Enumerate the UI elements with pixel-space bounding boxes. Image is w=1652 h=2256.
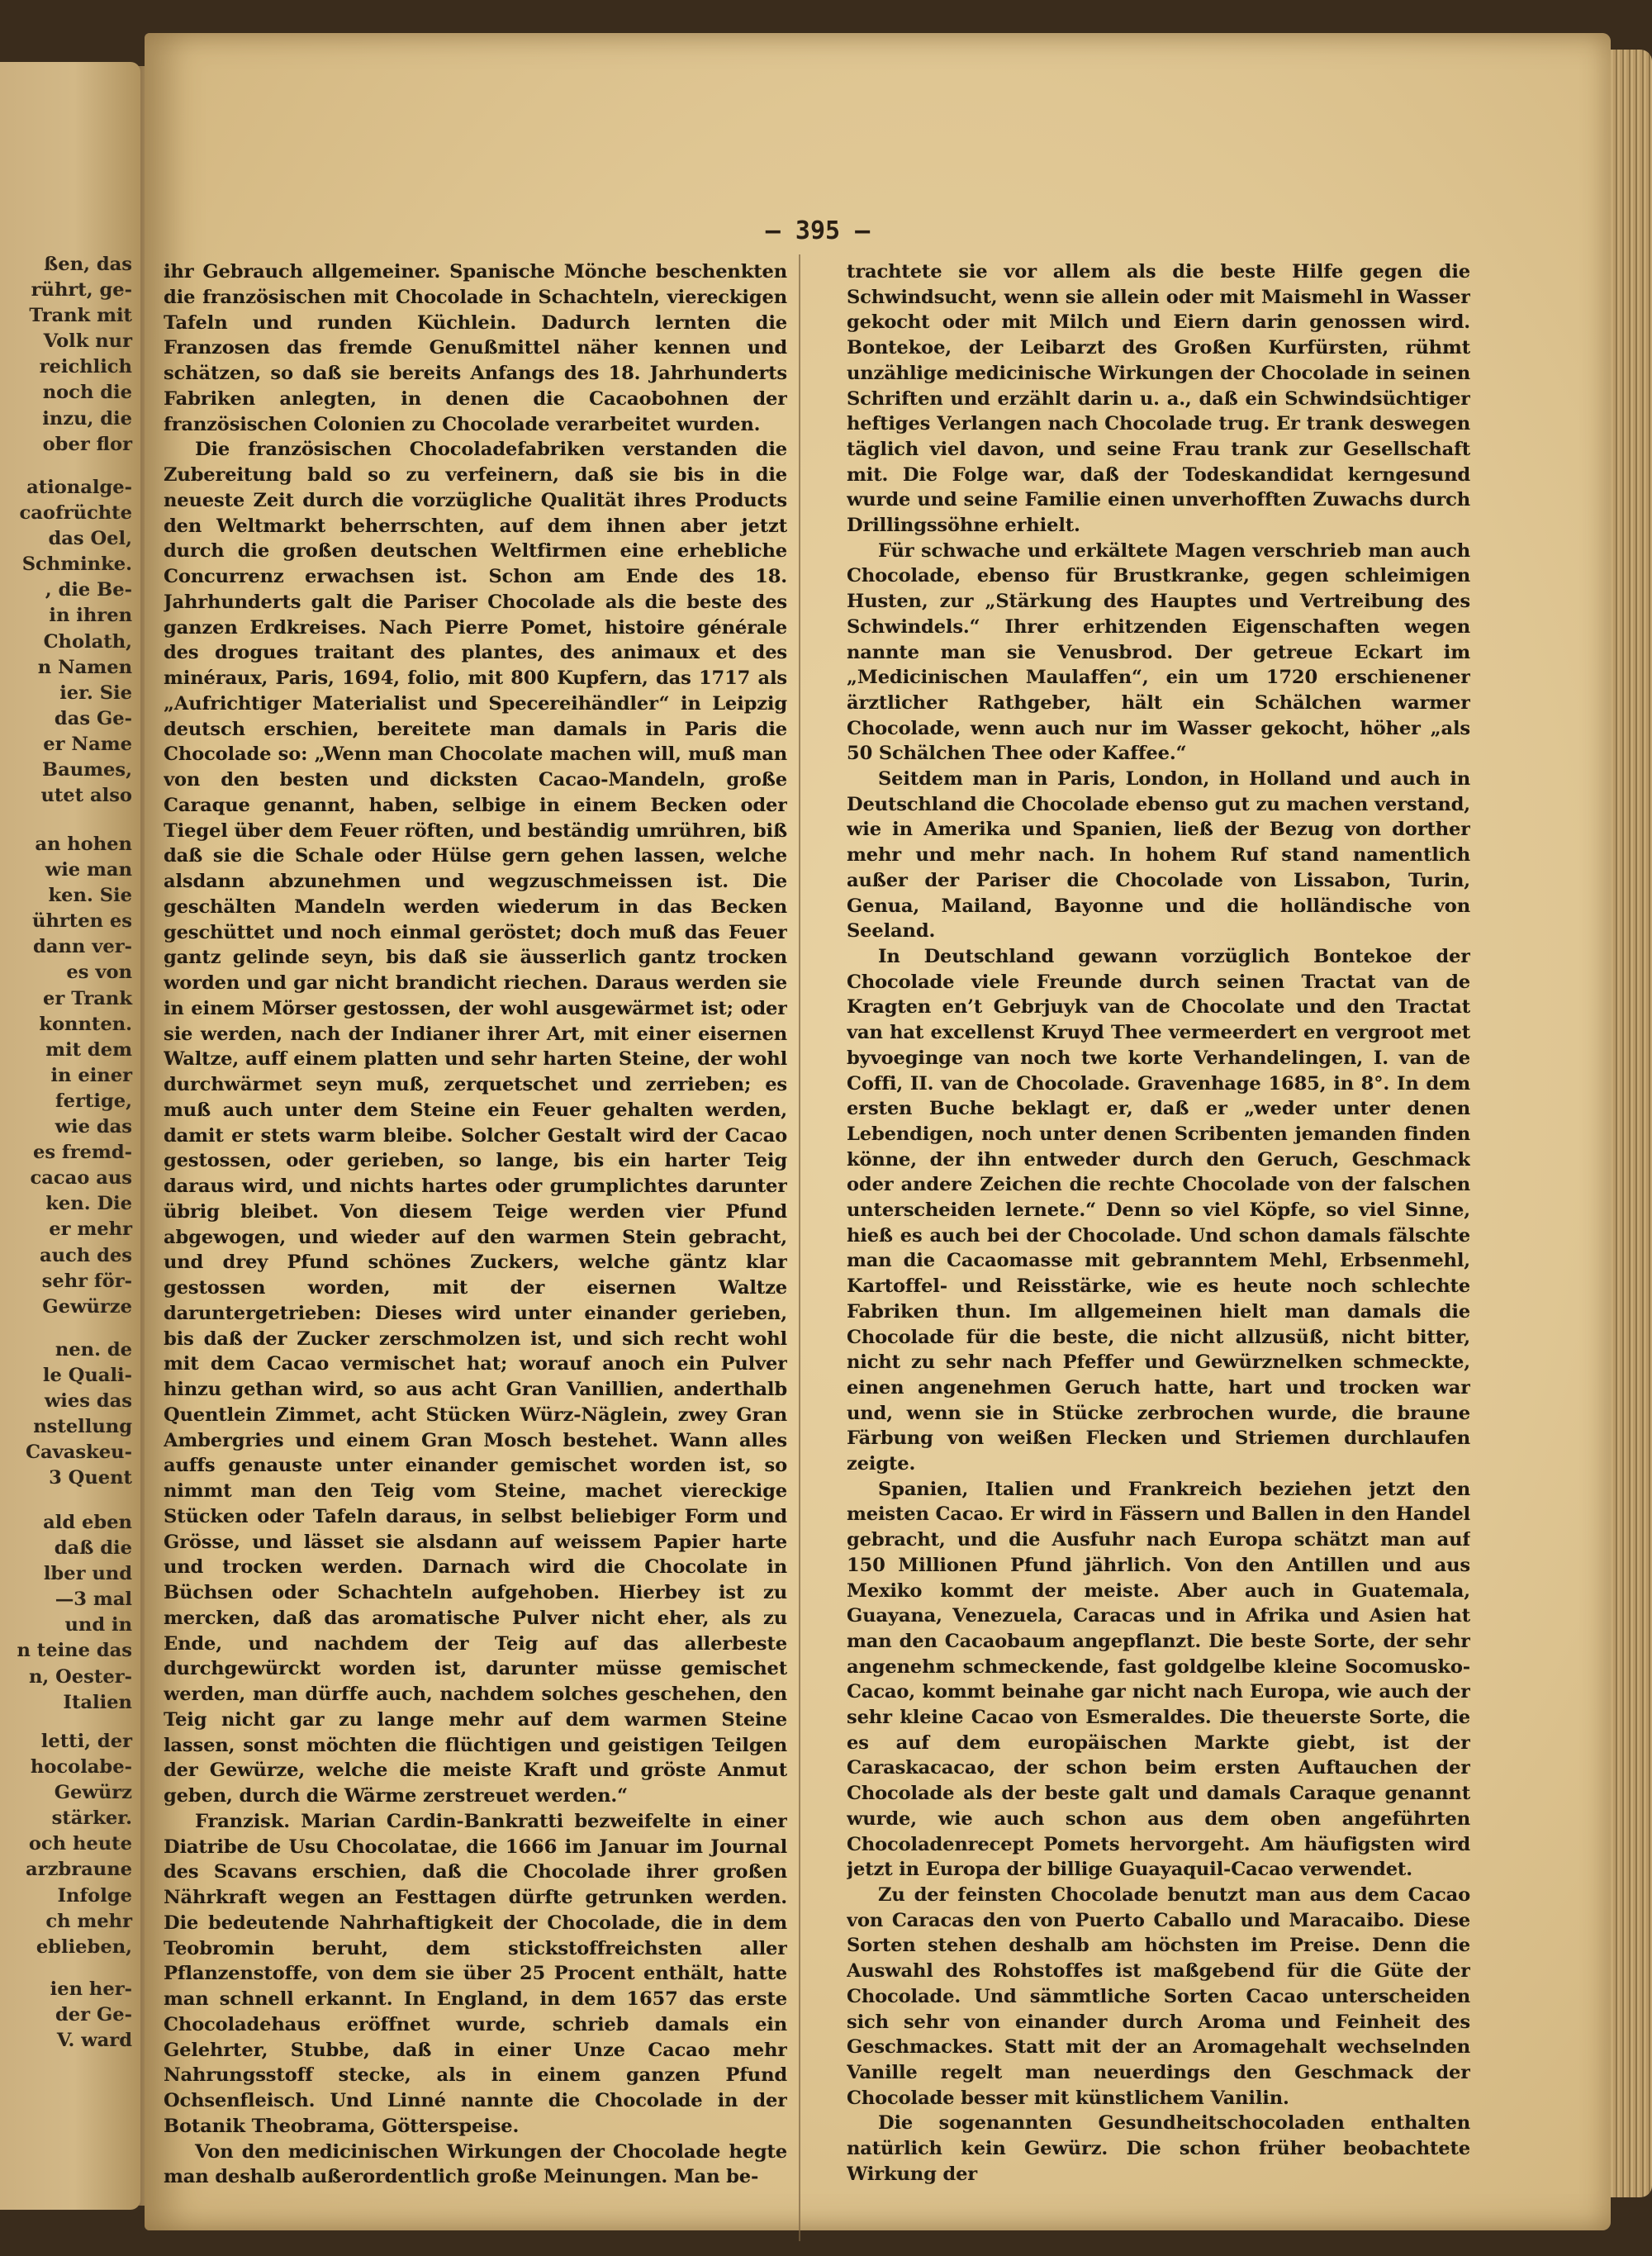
right-paragraph-7: Die sogenannten Gesundheitschocoladen enthalten natürlich kein Gewürz. Die schon früher beobachtete Wirkung der (847, 2112, 1470, 2185)
right-paragraph-3: Seitdem man in Paris, London, in Holland und auch in Deutschland die Chocolade ebenso gut zu machen verstand, wie in Amerika und Spanien, ließ der Bezug von dorther mehr und mehr nach. In hohem Ruf stand namentlich außer der Pariser die Chocolade von Lissabon, Turin, Genua, Mailand, Bayonne und die holländische von Seeland. (847, 768, 1470, 943)
right-text-column (847, 259, 1470, 2238)
left-fragment-block-4: nen. de le Quali- wies das nstellung Cavaskeu- 3 Quent (26, 1339, 132, 1489)
left-fragment-block-2: ationalge- caofrüchte das Oel, Schminke. , die Be- in ihren Cholath, n Namen ier. Sie das Ge- er Name Baumes, utet also (19, 477, 132, 807)
left-fragment-block-3: an hohen wie man ken. Sie ührten es dann ver- es von er Trank konnten. mit dem in einer fertige, wie das es fremd- cacao aus ken. Die er mehr auch des sehr för- Gewürze (30, 834, 132, 1318)
page-number: — 395 — (765, 216, 871, 245)
left-fragment-block-1: ßen, das rührt, ge- Trank mit Volk nur reichlich noch die inzu, die ober flor (29, 254, 132, 455)
right-paragraph-1: trachtete sie vor allem als die beste Hilfe gegen die Schwindsucht, wenn sie allein oder mit Maismehl in Wasser gekocht oder mit Milch und Eiern darin genossen wird. Bontekoe, der Leibarzt des Großen Kurfürsten, rühmt unzählige medicinische Wirkungen der Chocolade in seinen Schriften und erzählt darin u. a., daß ein Schwindsüchtiger heftiges Verlangen nach Chocolade trug. Er trank deswegen täglich viel davon, und seine Frau trank zur Gesellschaft mit. Die Folge war, daß der Todeskandidat kerngesund wurde und seine Familie einen unverhofften Zuwachs durch Drillingssöhne erhielt. (847, 261, 1470, 537)
left-fragment-block-7: ien her- der Ge- V. ward (50, 1978, 132, 2052)
left-paragraph-2: Die französischen Chocoladefabriken verstanden die Zubereitung bald so zu verfeinern, daß sie bis in die neueste Zeit durch die vorzügliche Qualität ihres Products den Weltmarkt beherrschten, auf dem ihnen aber jetzt durch die großen deutschen Weltfirmen eine erhebliche Concurrenz erwachsen ist. Schon am Ende des 18. Jahrhunderts galt die Pariser Chocolade als die beste des ganzen Erdkreises. Nach Pierre Pomet, histoire générale des drogues traitant des plantes, des animaux et des minéraux, Paris, 1694, folio, mit 800 Kupfern, das 1717 als „Aufrichtiger Materialist und Specereihändler“ in Leipzig deutsch erschien, bereitete man damals in Paris die Chocolade so: „Wenn man Chocolate machen will, muß man von den besten und dicksten Cacao-Mandeln, große Caraque genannt, haben, selbige in einem Becken oder Tiegel über dem Feuer röften, und beständig umrühren, biß daß sie die Schale oder Hülse gern gehen lassen, welche alsdann abzunehmen und wegzuschmeissen ist. Die geschälten Mandeln werden wiederum in das Becken geschüttet und noch einmal geröstet; doch muß das Feuer gantz gelinde seyn, bis daß sie äusserlich gantz trocken worden und gar nicht brandicht riechen. Daraus werden sie in einem Mörser gestossen, der wohl ausgewärmet ist; oder sie werden, nach der Indianer ihrer Art, mit einer eisernen Waltze, auff einem platten und sehr harten Steine, der wohl durchwärmet seyn muß, zerquetschet und zerrieben; es muß auch unter dem Steine ein Feuer gehalten werden, damit er stets warm bleibe. Solcher Gestalt wird der Cacao gestossen, oder gerieben, so lange, bis ein harter Teig daraus wird, und nichts hartes oder grumplichtes darunter übrig bleibet. Von diesem Teige werden vier Pfund abgewogen, und wieder auf den warmen Stein gebracht, und drey Pfund schönes Zuckers, welche gäntz klar gestossen worden, mit der eisernen Waltze daruntergetrieben: Dieses wird unter einander gerieben, bis daß der Zucker zerschmolzen ist, und sich recht wohl mit dem Cacao vermischet hat; worauf anoch ein Pulver hinzu gethan wird, so aus acht Gran Vanillien, anderthalb Quentlein Zimmet, acht Stücken Würz-Näglein, zwey Gran Ambergries und einem Gran Mosch bestehet. Wann alles auffs genauste unter einander gemischet worden ist, so nimmt man den Teig vom Steine, machet viereckige Stücken oder Tafeln daraus, in selbst beliebiger Form und Grösse, und lässet sie alsdann auf weissem Papier harte und trocken werden. Darnach wird die Chocolate in Büchsen oder Schachteln aufgehoben. Hierbey ist zu mercken, daß das aromatische Pulver nicht eher, als zu Ende, und nachdem der Teig auf das allerbeste durchgewürckt worden ist, darunter müsse gemischet werden, man dürffe auch, nachdem solches geschehen, den Teig nicht gar zu lange mehr auf dem warmen Steine lassen, sonst möchten die flüchtigen und geistigen Teilgen der Gewürze, welche die meiste Kraft und gröste Anmut geben, durch die Wärme zerstreuet werden.“ (164, 439, 787, 1807)
right-paragraph-4: In Deutschland gewann vorzüglich Bontekoe der Chocolade viele Freunde durch seinen Tractat van de Kragten en’t Gebrjuyk van de Chocolate und den Tractat van hat excellenst Kruyd Thee vermeerdert en vergroot met byvoeginge van noch twe korte Verhandelingen, I. van de Coffi, II. van de Chocolade. Gravenhage 1685, in 8°. In dem ersten Buche beklagt er, daß er „weder unter denen Lebendigen, noch unter denen Scribenten jemanden finden könne, der ihn entweder durch den Geruch, Geschmack oder andere Zeichen die rechte Chocolade von der falschen unterscheiden lernete.“ Denn so viel Köpfe, so viel Sinne, hieß es auch bei der Chocolade. Und schon damals fälschte man die Cacaomasse mit gebranntem Mehl, Erbsenmehl, Kartoffel- und Reisstärke, wie es heute noch schlechte Fabriken thun. Im allgemeinen hielt man damals die Chocolade für die beste, die nicht allzusüß, nicht bitter, nicht zu sehr nach Pfeffer und Gewürznelken schmeckte, einen angenehmen Geruch hatte, hart und trocken war und, wenn sie in Stücke zerbrochen wurde, die braune Färbung von weißen Flecken und Striemen durchlaufen zeigte. (847, 945, 1470, 1475)
left-paragraph-1: ihr Gebrauch allgemeiner. Spanische Mönche beschenkten die französischen mit Chocolade in Schachteln, viereckigen Tafeln und runden Küchlein. Dadurch lernten die Franzosen das fremde Genußmittel näher kennen und schätzen, so daß sie bereits Anfangs des 18. Jahrhunderts Fabriken anlegten, in denen die Cacaobohnen der französischen Colonien zu Chocolade verarbeitet wurden. (164, 261, 787, 435)
left-paragraph-4: Von den medicinischen Wirkungen der Chocolade hegte man deshalb außerordentlich große Meinungen. Man be- (164, 2140, 787, 2188)
left-text-column (164, 259, 787, 2238)
right-paragraph-6: Zu der feinsten Chocolade benutzt man aus dem Cacao von Caracas den von Puerto Caballo und Maracaibo. Diese Sorten stehen deshalb am höchsten im Preise. Denn die Auswahl des Rohstoffes ist maßgebend für die Güte der Chocolade. Und sämmtliche Sorten Cacao unterscheiden sich sehr von einander durch Aroma und Feinheit des Geschmackes. Statt mit der an Aromagehalt wechselnden Vanille regelt man neuerdings den Geschmack der Chocolade besser mit künstlichem Vanilin. (847, 1884, 1470, 2109)
left-fragment-block-5: ald eben daß die lber und —3 mal und in n teine das n, Oester- Italien (17, 1512, 132, 1713)
left-paragraph-3: Franzisk. Marian Cardin-Bankratti bezweifelte in einer Diatribe de Usu Chocolatae, die 1666 im Januar im Journal des Scavans erschien, daß die Chocolade ihrer großen Nährkraft wegen an Festtagen dürfte getrunken werden. Die bedeutende Nahrhaftigkeit der Chocolade, die in dem Teobromin beruht, dem stickstoffreichsten aller Pflanzenstoffe, von dem sie über 25 Procent enthält, hatte man schnell erkannt. In England, in dem 1657 das erste Chocoladehaus eröffnet wurde, schrieb damals ein Gelehrter, Stubbe, daß in einer Unze Cacao mehr Nahrungsstoff stecke, als in einem ganzen Pfund Ochsenfleisch. Und Linné nannte die Chocolade in der Botanik Theobrama, Götterspeise. (164, 1810, 787, 2137)
left-page-fragment (0, 62, 140, 2210)
right-paragraph-5: Spanien, Italien und Frankreich beziehen jetzt den meisten Cacao. Er wird in Fässern und Ballen in den Handel gebracht, und die Ausfuhr nach Europa schätzt man auf 150 Millionen Pfund jährlich. Von den Antillen und aus Mexiko kommt der meiste. Aber auch in Guatemala, Guayana, Venezuela, Caracas und in Afrika und Asien hat man den Cacaobaum angepflanzt. Die beste Sorte, der sehr angenehm schmeckende, fast goldgelbe kleine Socomusko-Cacao, kommt beinahe gar nicht nach Europa, wie auch der sehr kleine Cacao von Esmeraldes. Die theuerste Sorte, die es auf dem europäischen Markte giebt, ist der Caraskacacao, der schon beim ersten Auftauchen der Chocolade als der beste galt und damals Caraque genannt wurde, wie auch schon aus dem oben angeführten Chocoladenrecept Pomets hervorgeht. Am häufigsten wird jetzt in Europa der billige Guayaquil-Cacao verwendet. (847, 1478, 1470, 1881)
left-fragment-block-6: letti, der hocolabe- Gewürz stärker. och heute arzbraune Infolge ch mehr eblieben, (26, 1731, 132, 1958)
column-divider (799, 254, 800, 2241)
right-paragraph-2: Für schwache und erkältete Magen verschrieb man auch Chocolade, ebenso für Brustkranke, gegen schleimigen Husten, zur „Stärkung des Hauptes und Vertreibung des Schwindels.“ Ihrer erhitzenden Eigenschaften wegen nannte man sie Venusbrod. Der getreue Eckart im „Medicinischen Maulaffen“, ein um 1720 erschienener ärztlicher Rathgeber, hält ein Schälchen warmer Chocolade, wenn auch nur im Wasser gekocht, höher „als 50 Schälchen Thee oder Kaffee.“ (847, 539, 1470, 765)
book-page-edges (1607, 50, 1652, 2197)
